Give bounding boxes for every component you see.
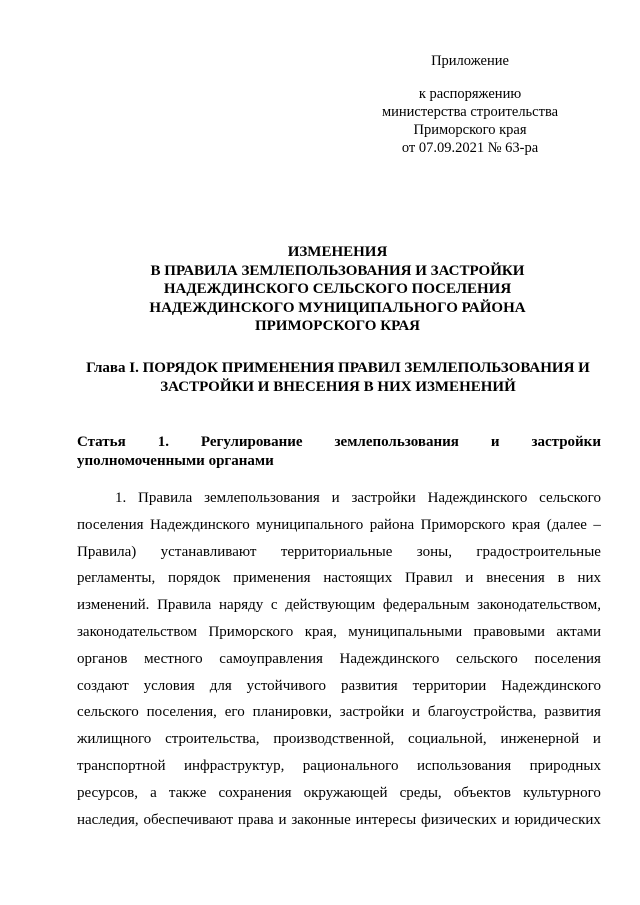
appendix-line: министерства строительства [381, 104, 559, 120]
body-word: законные [291, 811, 351, 828]
body-word: и [331, 490, 340, 506]
appendix-line: к распоряжению [418, 86, 522, 102]
body-word: объектов [453, 784, 511, 801]
body-line [77, 619, 601, 646]
body-word: – [593, 516, 601, 533]
body-word: планировки, [252, 704, 332, 721]
body-word: местного [144, 650, 203, 667]
body-word: устойчивого [246, 677, 327, 694]
body-word: транспортной [77, 757, 166, 774]
body-word: наряду [219, 597, 264, 614]
body-word: и [278, 811, 287, 828]
body-line [77, 485, 601, 512]
body-word: градостроительные [476, 543, 601, 560]
body-word: сельского [455, 650, 518, 667]
body-word: инфраструктур, [184, 757, 285, 774]
body-word: регламенты, [77, 570, 156, 587]
body-line [77, 539, 601, 566]
title-line: НАДЕЖДИНСКОГО СЕЛЬСКОГО ПОСЕЛЕНИЯ [163, 281, 512, 297]
body-line [77, 699, 601, 726]
chapter-line: ЗАСТРОЙКИ И ВНЕСЕНИЯ В НИХ ИЗМЕНЕНИЙ [160, 379, 516, 395]
body-word: Правил [405, 570, 453, 587]
body-word: Надеждинского [339, 650, 440, 667]
article-word: застройки [531, 434, 601, 450]
body-word: развития [340, 677, 398, 694]
article-word: 1. [157, 434, 169, 450]
body-word: правовыми [473, 623, 545, 640]
body-line [77, 726, 601, 753]
body-line [77, 565, 601, 592]
article-heading [77, 433, 601, 471]
title-line: В ПРАВИЛА ЗЕМЛЕПОЛЬЗОВАНИЯ И ЗАСТРОЙКИ [150, 262, 525, 279]
body-word: юридических [514, 811, 601, 828]
body-word: 1. [115, 490, 127, 506]
body-word: сельского [539, 490, 601, 506]
body-word: также [168, 784, 207, 801]
body-word: права [237, 811, 274, 828]
body-word: культурного [523, 784, 601, 801]
body-word: развития [544, 704, 601, 721]
body-word: социальной, [408, 731, 487, 748]
body-word: зоны, [416, 543, 452, 560]
body-word: интересы [355, 811, 417, 828]
body-word: порядок [168, 570, 221, 587]
body-word: создают [77, 677, 129, 694]
title-line: ИЗМЕНЕНИЯ [287, 244, 388, 260]
body-word: Правила [157, 597, 212, 614]
article-heading-line-2: уполномоченными органами [77, 453, 274, 469]
body-word: с [270, 597, 278, 614]
body-word: поселения, [146, 704, 217, 721]
body-word: поселения [534, 650, 601, 667]
body-word: и [592, 731, 601, 748]
body-word: территории [412, 677, 487, 694]
article-word: землепользования [334, 434, 459, 450]
appendix-line: Приморского края [413, 122, 527, 138]
body-word: законодательством, [477, 597, 601, 614]
title-line: ПРИМОРСКОГО КРАЯ [254, 318, 421, 334]
body-line [77, 780, 601, 807]
article-heading-line-1 [77, 433, 601, 452]
body-word: настоящих [323, 570, 393, 587]
body-word: Надеждинского [427, 490, 528, 506]
body-word: применения [233, 570, 311, 587]
body-word: них [577, 570, 601, 587]
body-word: окружающей [303, 784, 388, 801]
body-word: землепользования [204, 490, 320, 506]
body-word: сохранения [218, 784, 292, 801]
body-line [77, 807, 601, 834]
body-paragraph [77, 485, 601, 833]
body-word: производственной, [273, 731, 395, 748]
body-word: поселения [77, 516, 144, 533]
body-word: муниципальными [348, 623, 463, 640]
body-word: его [224, 704, 245, 721]
body-word: актами [556, 623, 601, 640]
body-word: края [511, 516, 541, 533]
article-word: Статья [77, 434, 126, 450]
body-line [77, 673, 601, 700]
body-word: для [209, 677, 232, 694]
body-word: действующим [285, 597, 376, 614]
body-word: наследия, [77, 811, 139, 828]
body-word: ресурсов, [77, 784, 138, 801]
body-line [77, 512, 601, 539]
body-word: (далее [546, 516, 587, 533]
body-word: территориальные [280, 543, 393, 560]
body-word: Правила) [77, 543, 137, 560]
body-word: Приморского [208, 623, 294, 640]
appendix-label: Приложение [431, 53, 509, 69]
body-word: федеральным [382, 597, 470, 614]
body-word: и [411, 704, 421, 721]
body-word: муниципального [256, 516, 364, 533]
body-word: среды, [399, 784, 442, 801]
body-word: законодательством [77, 623, 198, 640]
document-title [60, 243, 615, 336]
body-word: края, [304, 623, 337, 640]
body-word: и [465, 570, 474, 587]
article-word: Регулирование [200, 434, 303, 450]
body-word: устанавливают [160, 543, 257, 560]
body-word: застройки [339, 704, 405, 721]
body-word: района [369, 516, 415, 533]
article-word: и [490, 434, 500, 450]
body-word: инженерной [500, 731, 580, 748]
body-word: природных [529, 757, 601, 774]
body-word: Надеждинского [501, 677, 601, 694]
title-line: НАДЕЖДИНСКОГО МУНИЦИПАЛЬНОГО РАЙОНА [149, 299, 526, 316]
body-word: Правила [138, 490, 193, 506]
body-word: Надеждинского [149, 516, 250, 533]
body-word: использования [416, 757, 512, 774]
body-word: и [501, 811, 510, 828]
body-word: органов [77, 650, 128, 667]
body-word: в [557, 570, 565, 587]
body-word: застройки [351, 490, 416, 506]
body-word: изменений. [77, 597, 150, 614]
body-line [77, 592, 601, 619]
body-word: жилищного [77, 731, 152, 748]
body-word: самоуправления [219, 650, 323, 667]
chapter-heading [68, 359, 608, 397]
appendix-block [360, 52, 580, 157]
appendix-line: от 07.09.2021 № 63-ра [401, 140, 539, 156]
body-line [77, 646, 601, 673]
chapter-line: Глава I. ПОРЯДОК ПРИМЕНЕНИЯ ПРАВИЛ ЗЕМЛЕПОЛЬЗОВАНИЯ И [86, 360, 590, 376]
body-word: внесения [486, 570, 545, 587]
body-word: рационального [302, 757, 399, 774]
body-word: благоустройства, [427, 704, 537, 721]
body-word: физических [421, 811, 497, 828]
appendix-gap [360, 70, 580, 85]
body-word: обеспечивают [143, 811, 234, 828]
body-word: Приморского [420, 516, 506, 533]
body-word: сельского [77, 704, 139, 721]
body-word: условия [143, 677, 195, 694]
body-line [77, 753, 601, 780]
body-word: а [150, 784, 157, 801]
body-word: строительства, [165, 731, 260, 748]
